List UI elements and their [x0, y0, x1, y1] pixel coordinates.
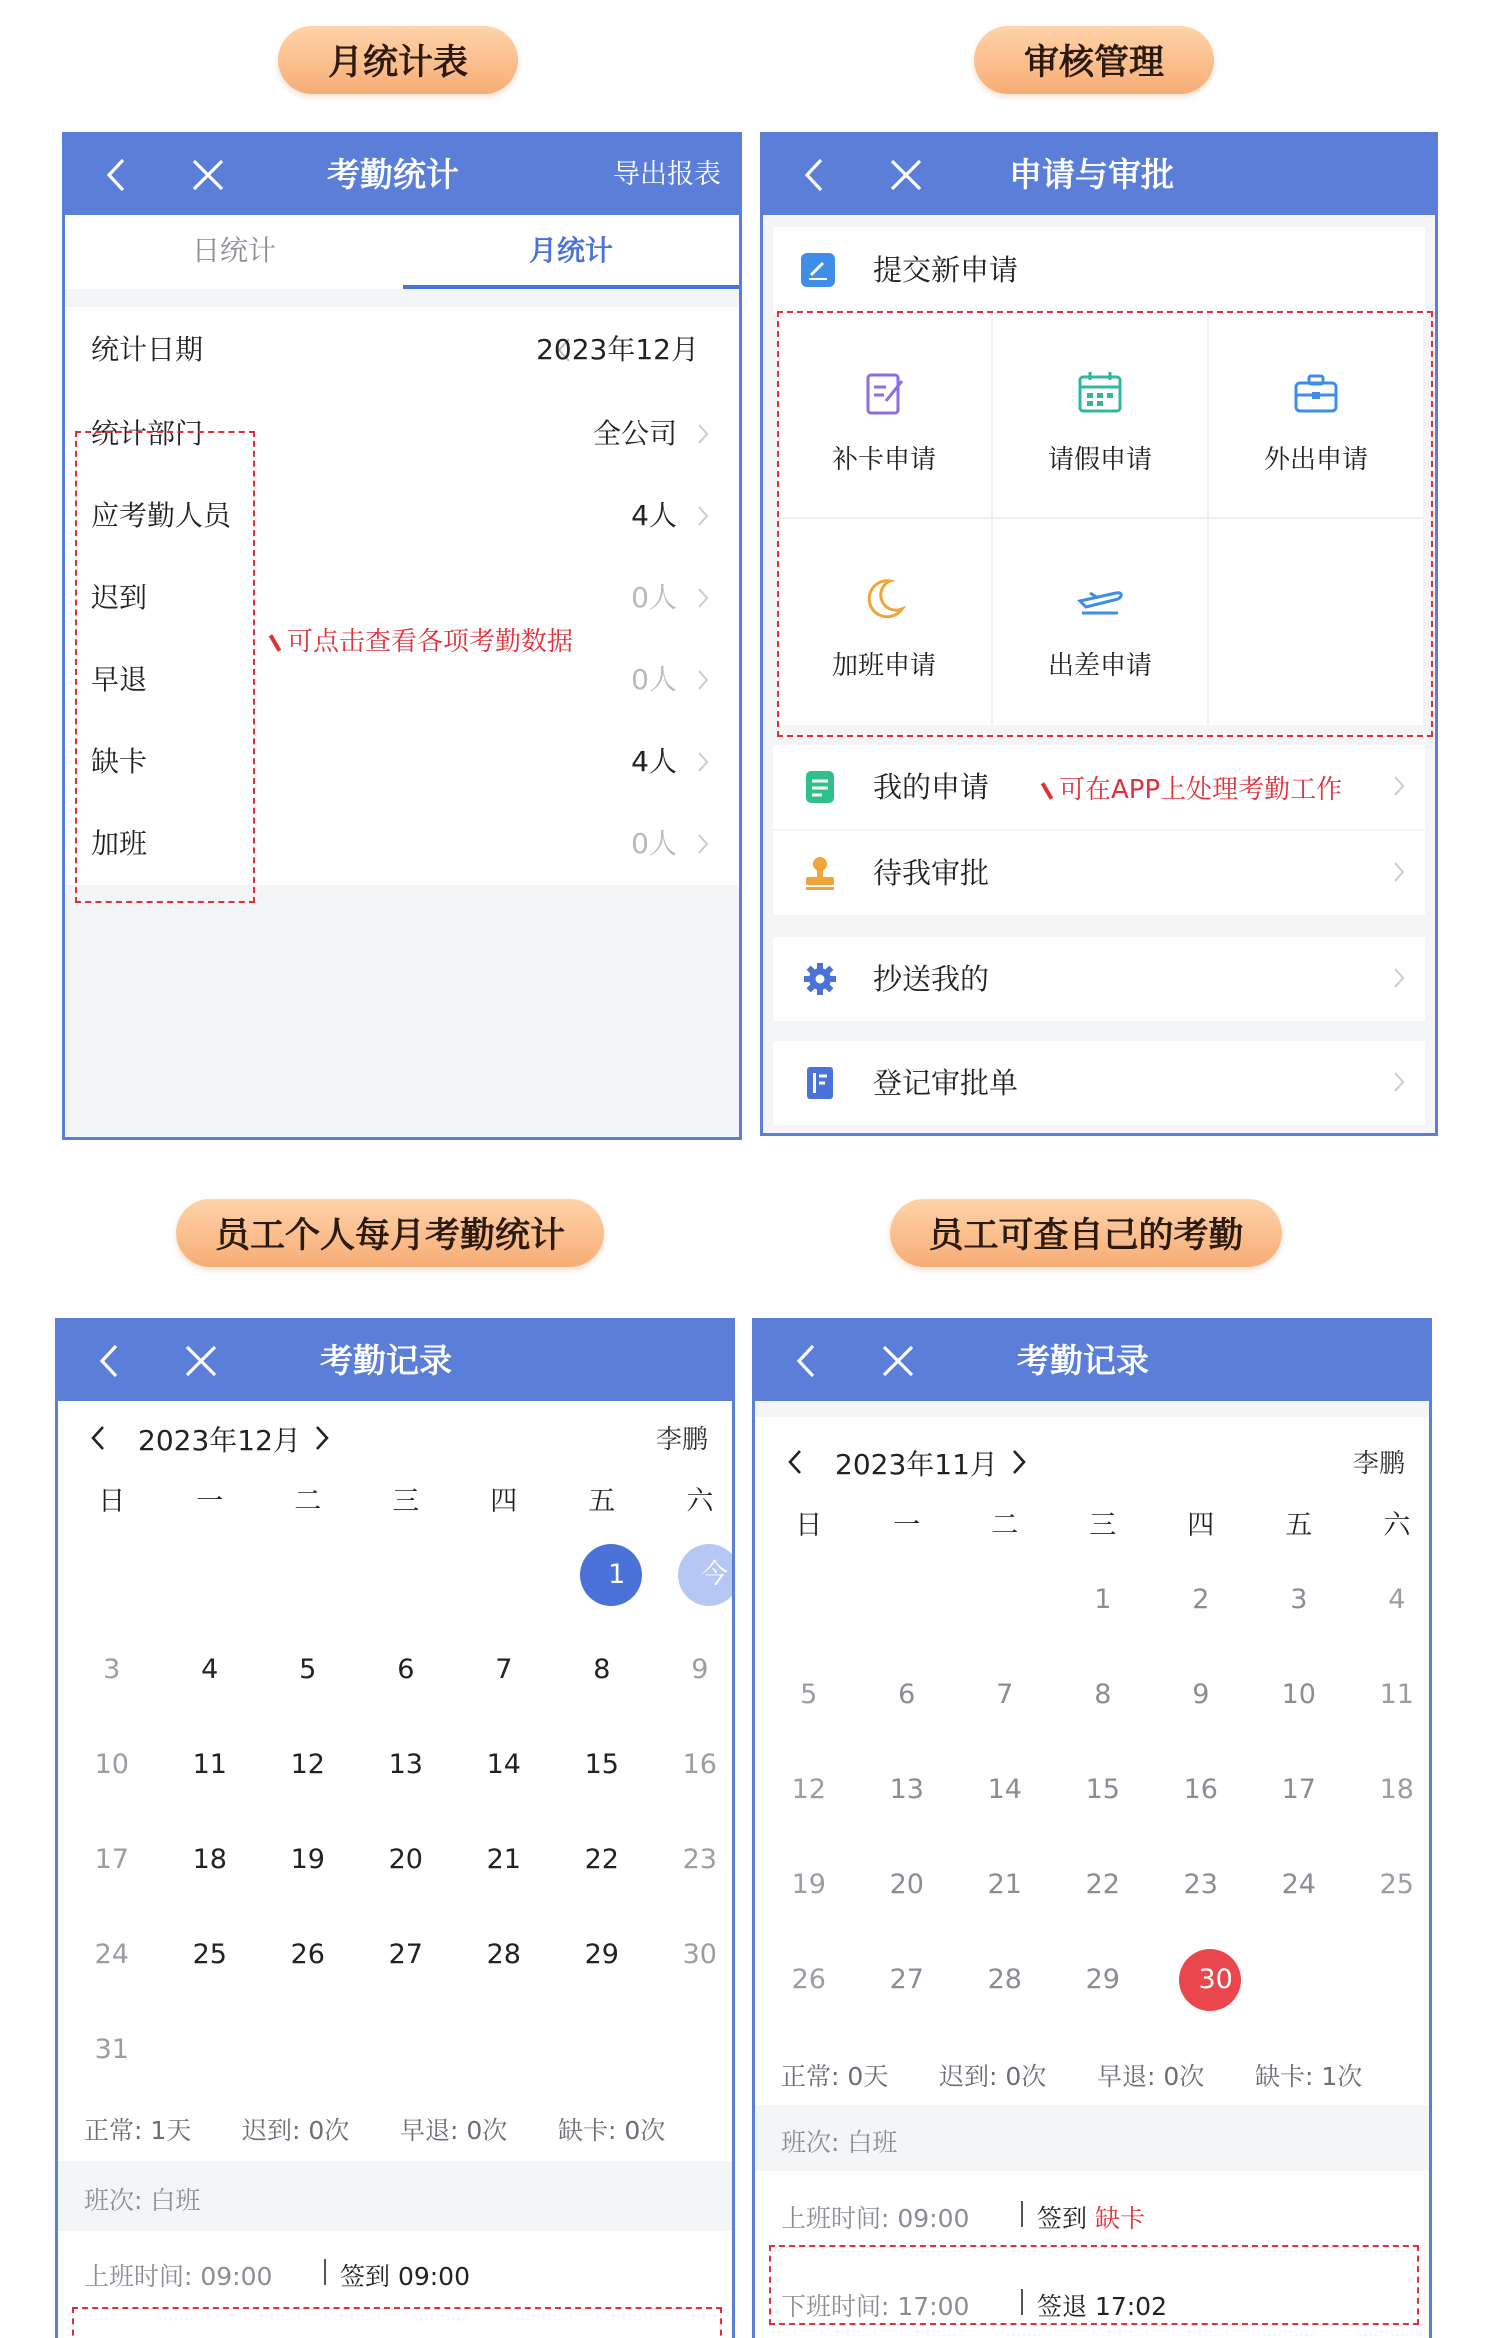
menu-pending-approval[interactable] — [773, 831, 1425, 915]
chevron-right-icon — [693, 803, 713, 885]
panel-attendance-stats — [62, 132, 742, 1140]
nav-bar — [58, 1321, 732, 1401]
menu-cc-to-me[interactable] — [773, 937, 1425, 1021]
next-month-icon[interactable] — [314, 1425, 330, 1455]
pointer-tick-icon — [1041, 782, 1053, 800]
calendar-day[interactable]: 5 — [299, 1654, 317, 1685]
close-icon[interactable] — [881, 135, 931, 215]
calendar-day[interactable]: 4 — [201, 1654, 219, 1685]
calendar-day[interactable]: 8 — [1094, 1679, 1112, 1710]
shift-label: 班次: 白班 — [84, 2186, 201, 2215]
calendar-day[interactable]: 24 — [1281, 1869, 1316, 1900]
export-report-button[interactable]: 导出报表 — [613, 159, 721, 190]
row-value: 全公司 — [592, 417, 677, 450]
row-label: 缺卡 — [91, 745, 148, 778]
weekday-header: 一 — [893, 1510, 921, 1541]
row-label: 迟到 — [91, 581, 148, 614]
tile-label: 加班申请 — [831, 651, 936, 681]
section-pill-monthly-table: 月统计表 — [278, 26, 518, 94]
calendar-day[interactable]: 11 — [1379, 1679, 1414, 1710]
close-icon[interactable] — [873, 1321, 923, 1401]
prev-month-icon[interactable] — [90, 1425, 106, 1455]
calendar-day[interactable]: 11 — [192, 1749, 227, 1780]
panel-attendance-record-nov — [752, 1318, 1432, 2338]
divider — [1021, 2201, 1023, 2227]
clock-in-prefix: 签到 — [1037, 2204, 1088, 2233]
calendar-day[interactable]: 12 — [290, 1749, 325, 1780]
calendar-day[interactable]: 7 — [495, 1654, 513, 1685]
menu-label: 待我审批 — [873, 856, 990, 890]
next-month-icon[interactable] — [1011, 1449, 1027, 1479]
chevron-right-icon — [693, 639, 713, 721]
stat-normal: 正常: 1天 — [84, 2116, 192, 2145]
row-label: 加班 — [91, 827, 148, 860]
divider — [1021, 2289, 1023, 2315]
weekday-header: 四 — [1187, 1510, 1215, 1541]
row-value: 0人 — [631, 827, 677, 860]
panel-attendance-record-dec — [55, 1318, 735, 2338]
calendar-day[interactable]: 25 — [1379, 1869, 1414, 1900]
row-value: 4人 — [631, 499, 677, 532]
menu-label: 登记审批单 — [873, 1066, 1019, 1100]
shift-row — [58, 2161, 732, 2231]
row-label: 早退 — [91, 663, 148, 696]
page-title: 考勤记录 — [1017, 1341, 1149, 1380]
calendar-day[interactable]: 31 — [94, 2034, 129, 2065]
clock-in-time: 上班时间: 09:00 — [84, 2262, 273, 2291]
calendar-day[interactable]: 16 — [1183, 1774, 1218, 1805]
weekday-header: 六 — [686, 1486, 714, 1517]
clock-out-value: 签退 17:02 — [1037, 2292, 1167, 2321]
chevron-right-icon — [1393, 1071, 1405, 1097]
calendar-day[interactable]: 10 — [1281, 1679, 1316, 1710]
user-name: 李鹏 — [655, 1425, 708, 1455]
menu-register-form[interactable] — [773, 1041, 1425, 1125]
calendar-day[interactable]: 17 — [94, 1844, 129, 1875]
back-icon[interactable] — [84, 1321, 134, 1401]
stat-early: 早退: 0次 — [1097, 2062, 1205, 2091]
weekday-header: 五 — [588, 1486, 616, 1517]
calendar-day[interactable]: 9 — [691, 1654, 709, 1685]
chevron-right-icon — [1393, 861, 1405, 887]
row-value: 0人 — [631, 663, 677, 696]
calendar-day[interactable]: 12 — [791, 1774, 826, 1805]
tile-label: 外出申请 — [1263, 445, 1368, 475]
row-label: 应考勤人员 — [91, 499, 232, 532]
nav-bar — [65, 135, 739, 215]
section-pill-approval: 审核管理 — [974, 26, 1214, 94]
calendar-day[interactable]: 10 — [94, 1749, 129, 1780]
tab-bar — [65, 215, 739, 289]
calendar-day[interactable]: 30 — [682, 1939, 717, 1970]
stat-normal: 正常: 0天 — [781, 2062, 889, 2091]
page-title: 考勤统计 — [327, 155, 459, 194]
calendar-day[interactable]: 18 — [192, 1844, 227, 1875]
weekday-header: 日 — [795, 1510, 823, 1541]
divider — [324, 2259, 326, 2285]
document-icon — [801, 768, 839, 806]
calendar-day[interactable]: 6 — [397, 1654, 415, 1685]
stat-date-label: 统计日期 — [91, 333, 204, 366]
highlight-box — [75, 431, 255, 903]
chevron-right-icon — [693, 475, 713, 557]
clock-in-time: 上班时间: 09:00 — [781, 2204, 970, 2233]
clock-out-time: 下班时间: 17:00 — [781, 2292, 970, 2321]
close-icon[interactable] — [183, 135, 233, 215]
calendar-day[interactable]: 19 — [791, 1869, 826, 1900]
weekday-header: 一 — [196, 1486, 224, 1517]
calendar-day[interactable]: 27 — [388, 1939, 423, 1970]
stat-late: 迟到: 0次 — [939, 2062, 1047, 2091]
chevron-right-icon — [1393, 775, 1405, 801]
chevron-right-icon — [693, 721, 713, 803]
page-title: 考勤记录 — [320, 1341, 452, 1380]
highlight-box — [777, 311, 1433, 737]
gap-strip — [755, 1401, 1429, 1417]
calendar-day[interactable]: 8 — [593, 1654, 611, 1685]
menu-label: 抄送我的 — [873, 962, 990, 996]
chevron-right-icon — [1393, 967, 1405, 993]
calendar-day[interactable]: 7 — [996, 1679, 1014, 1710]
calendar-day[interactable]: 16 — [682, 1749, 717, 1780]
panel-applications — [760, 132, 1438, 1136]
row-label: 统计部门 — [91, 417, 204, 450]
weekday-header: 日 — [98, 1486, 126, 1517]
calendar-day[interactable]: 29 — [584, 1939, 619, 1970]
calendar-day[interactable]: 28 — [987, 1964, 1022, 1995]
calendar-day[interactable]: 15 — [1085, 1774, 1120, 1805]
month-label: 2023年12月 — [138, 1424, 301, 1457]
clock-in-status: 缺卡 — [1095, 2204, 1146, 2233]
weekday-header: 三 — [1089, 1510, 1117, 1541]
stat-date-row[interactable] — [65, 307, 739, 394]
stat-date-value: 2023年12月 — [536, 333, 699, 366]
weekday-header: 六 — [1383, 1510, 1411, 1541]
calendar-day[interactable]: 20 — [388, 1844, 423, 1875]
weekday-header: 三 — [392, 1486, 420, 1517]
selected-day[interactable]: 30 — [1198, 1964, 1233, 1995]
calendar-day[interactable]: 18 — [1379, 1774, 1414, 1805]
calendar-day[interactable]: 19 — [290, 1844, 325, 1875]
chevron-right-icon — [693, 557, 713, 639]
month-label: 2023年11月 — [835, 1448, 998, 1481]
calendar-day[interactable]: 25 — [192, 1939, 227, 1970]
calendar-day[interactable]: 14 — [987, 1774, 1022, 1805]
stat-early: 早退: 0次 — [400, 2116, 508, 2145]
user-name: 李鹏 — [1352, 1449, 1405, 1479]
shift-label: 班次: 白班 — [781, 2128, 898, 2157]
prev-month-icon[interactable] — [787, 1449, 803, 1479]
submit-new-row[interactable] — [773, 227, 1425, 313]
calendar-day[interactable]: 9 — [1192, 1679, 1210, 1710]
tile-label: 请假申请 — [1047, 445, 1152, 475]
calendar-day[interactable]: 20 — [889, 1869, 924, 1900]
calendar-day[interactable]: 26 — [290, 1939, 325, 1970]
nav-bar — [763, 135, 1435, 215]
submit-new-label: 提交新申请 — [873, 253, 1019, 287]
app-hint-note: 可在APP上处理考勤工作 — [1045, 769, 1342, 806]
selected-day[interactable]: 1 — [608, 1559, 626, 1590]
nav-bar — [755, 1321, 1429, 1401]
back-icon[interactable] — [91, 135, 141, 215]
calendar-day[interactable]: 23 — [682, 1844, 717, 1875]
calendar-day[interactable]: 6 — [898, 1679, 916, 1710]
calendar-day[interactable]: 23 — [1183, 1869, 1218, 1900]
calendar-day[interactable]: 5 — [800, 1679, 818, 1710]
calendar-day[interactable]: 3 — [103, 1654, 121, 1685]
click-hint-note: 可点击查看各项考勤数据 — [273, 621, 573, 658]
calendar-day[interactable]: 21 — [486, 1844, 521, 1875]
calendar-day[interactable]: 3 — [1290, 1584, 1308, 1615]
clock-in-value: 签到 09:00 — [340, 2262, 470, 2291]
weekday-header: 四 — [490, 1486, 518, 1517]
gear-icon — [801, 960, 839, 998]
row-value: 0人 — [631, 581, 677, 614]
stat-missing: 缺卡: 0次 — [558, 2116, 666, 2145]
tab-daily[interactable]: 日统计 — [191, 234, 276, 267]
calendar-day[interactable]: 28 — [486, 1939, 521, 1970]
back-icon[interactable] — [781, 1321, 831, 1401]
calendar-day[interactable]: 24 — [94, 1939, 129, 1970]
tab-monthly[interactable]: 月统计 — [528, 234, 613, 267]
back-icon[interactable] — [789, 135, 839, 215]
calendar-day[interactable]: 14 — [486, 1749, 521, 1780]
edit-icon — [801, 253, 835, 287]
calendar-day[interactable]: 15 — [584, 1749, 619, 1780]
highlight-box — [72, 2307, 722, 2338]
tile-label: 补卡申请 — [831, 445, 936, 475]
notebook-icon — [801, 1064, 839, 1102]
tab-active-indicator — [403, 285, 739, 289]
weekday-header: 五 — [1285, 1510, 1313, 1541]
tile-label: 出差申请 — [1047, 651, 1152, 681]
section-pill-personal-stats: 员工个人每月考勤统计 — [176, 1199, 604, 1267]
calendar-day[interactable]: 21 — [987, 1869, 1022, 1900]
calendar-day[interactable]: 13 — [388, 1749, 423, 1780]
page-title: 申请与审批 — [1009, 155, 1174, 194]
calendar-day[interactable]: 22 — [584, 1844, 619, 1875]
stamp-icon — [801, 854, 839, 892]
shift-row — [755, 2105, 1429, 2171]
section-pill-self-check: 员工可查自己的考勤 — [890, 1199, 1282, 1267]
menu-label: 我的申请 — [873, 770, 990, 804]
calendar-day[interactable]: 13 — [889, 1774, 924, 1805]
calendar-day[interactable]: 17 — [1281, 1774, 1316, 1805]
close-icon[interactable] — [176, 1321, 226, 1401]
weekday-header: 二 — [294, 1486, 322, 1517]
calendar-day[interactable]: 22 — [1085, 1869, 1120, 1900]
chevron-right-icon — [693, 393, 713, 475]
calendar-day[interactable]: 26 — [791, 1964, 826, 1995]
calendar-day[interactable]: 4 — [1388, 1584, 1406, 1615]
weekday-header: 二 — [991, 1510, 1019, 1541]
calendar-day[interactable]: 27 — [889, 1964, 924, 1995]
stat-late: 迟到: 0次 — [242, 2116, 350, 2145]
calendar-day[interactable]: 2 — [1192, 1584, 1210, 1615]
menu-my-applications[interactable] — [773, 745, 1425, 829]
row-value: 4人 — [631, 745, 677, 778]
calendar-day[interactable]: 29 — [1085, 1964, 1120, 1995]
stat-missing: 缺卡: 1次 — [1255, 2062, 1363, 2091]
today-day[interactable]: 今 — [701, 1559, 729, 1590]
calendar-day[interactable]: 1 — [1094, 1584, 1112, 1615]
